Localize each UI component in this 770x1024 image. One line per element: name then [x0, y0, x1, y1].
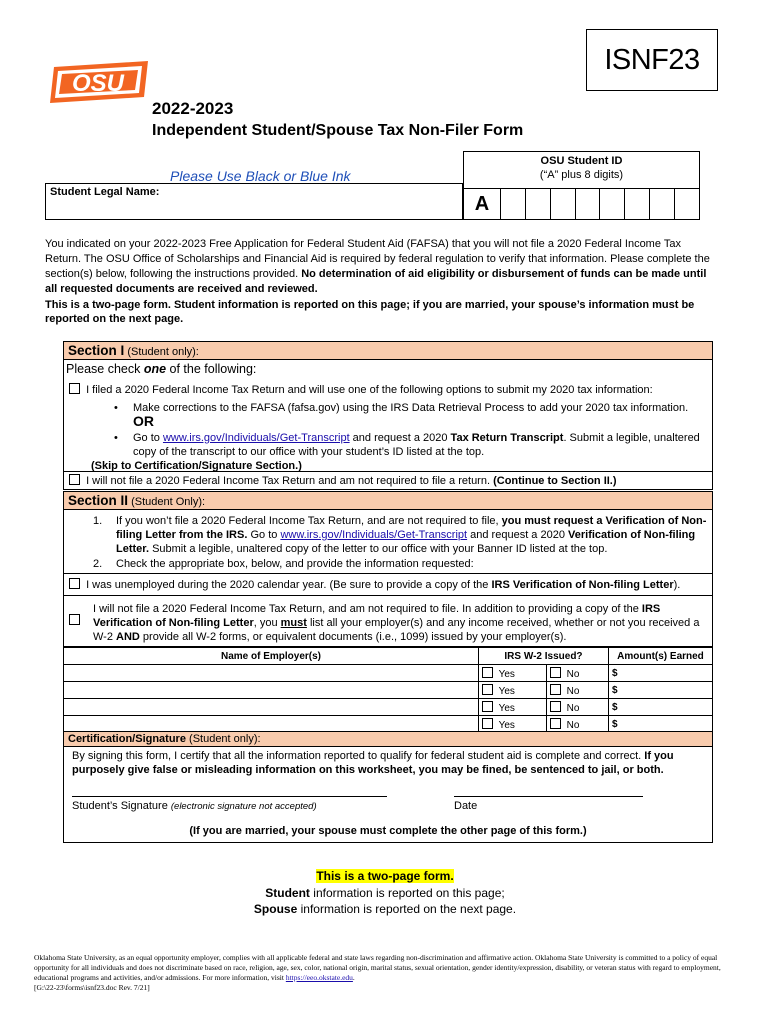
id-digit-cell[interactable] — [525, 189, 550, 219]
table-header-row — [64, 648, 713, 665]
ink-note: Please Use Black or Blue Ink — [170, 168, 351, 184]
w2-no-cell[interactable]: No — [546, 665, 608, 682]
checkbox-no[interactable] — [550, 701, 561, 712]
bullet-transcript: • Go to www.irs.gov/Individuals/Get-Transcript and request a 2020 Tax Return Transcript. Submit a legible, unaltered copy of the transcript to our office with your student’s ID listed at the top. — [114, 432, 700, 458]
cert-heading: Certification/Signature — [68, 733, 186, 745]
osu-logo — [48, 57, 154, 107]
footer-statement: Oklahoma State University, as an equal opportunity employer, complies with all applicable federal and state laws regarding non-discrimination and affirmative action. Oklahoma State University is committed to a policy of equal opportunity for all individuals and does not discriminate based on race, religion, age, sex, color, national origin, marital status, sexual orientation, gender identity/expression, disability, or veteran status with regard to employment, educational programs and activities, and/or admissions. For more information, visit https://eeo.okstate.edu. [G:\22-23\forms\isnf23.doc Rev. 7/21] — [34, 953, 721, 992]
w2-yes-cell[interactable]: Yes — [479, 699, 547, 716]
id-digit-cell[interactable] — [500, 189, 525, 219]
id-digit-cell[interactable] — [624, 189, 649, 219]
date-line[interactable] — [454, 796, 643, 797]
student-id-prefix: A — [474, 193, 490, 215]
employer-name-cell[interactable] — [64, 665, 479, 682]
employer-table — [63, 647, 713, 733]
bottom-notice: Student information is reported on this page; Spouse information is reported on the next page. — [253, 886, 517, 916]
checkbox-filed[interactable] — [69, 383, 80, 394]
col-w2: IRS W-2 Issued? — [479, 648, 609, 665]
section1-option-filed: I filed a 2020 Federal Income Tax Return and will use one of the following options to submit my 2020 tax information: — [69, 383, 709, 397]
checkbox-unemployed[interactable] — [69, 578, 80, 589]
logo-text: OSU — [71, 70, 125, 97]
two-page-notice: This is a two-page form. Student information is reported on this page; if you are married, your spouse’s information must be reported on the next page. — [45, 299, 695, 325]
divider — [63, 595, 713, 596]
or-label: OR — [133, 413, 154, 429]
id-digit-cell[interactable] — [649, 189, 674, 219]
section1-heading: Section I — [68, 343, 125, 358]
id-digit-cell[interactable] — [674, 189, 699, 219]
w2-no-cell[interactable]: No — [546, 699, 608, 716]
checkbox-yes[interactable] — [482, 718, 493, 729]
eeo-link[interactable]: https://eeo.okstate.edu — [285, 973, 353, 982]
divider — [63, 471, 713, 472]
intro-text: You indicated on your 2022-2023 Free Application for Federal Student Aid (FAFSA) that you will not file a 2020 Federal Income Tax Return. The OSU Office of Scholarships and Financial Aid is required by federal regulation to verify that information. Please complete the section(s) below, following the instructions provided. — [45, 238, 710, 280]
section2-option-unemployed: I was unemployed during the 2020 calendar year. (Be sure to provide a copy of the IRS Verification of Non-filing Letter). — [69, 578, 709, 592]
signature-line[interactable] — [72, 796, 387, 797]
checkbox-no[interactable] — [550, 718, 561, 729]
w2-yes-cell[interactable]: Yes — [479, 682, 547, 699]
intro-bold-text: No determination of aid eligibility or disbursement of funds can be made until all requested documents are received and reviewed. — [45, 268, 707, 295]
id-digit-cell[interactable] — [599, 189, 624, 219]
col-amount: Amount(s) Earned — [608, 648, 712, 665]
bottom-highlight-line — [0, 869, 770, 883]
irs-transcript-link-2[interactable]: www.irs.gov/Individuals/Get-Transcript — [280, 529, 468, 541]
irs-transcript-link[interactable]: www.irs.gov/Individuals/Get-Transcript — [162, 432, 350, 444]
student-id-hint: (“A” plus 8 digits) — [539, 169, 624, 181]
amount-cell[interactable]: $ — [608, 699, 712, 716]
date-label: Date — [454, 800, 478, 812]
cert-sub: (Student only): — [185, 733, 261, 745]
table-row — [64, 699, 713, 716]
w2-no-cell[interactable]: No — [546, 682, 608, 699]
student-id-cells[interactable] — [463, 188, 700, 220]
student-name-field[interactable] — [45, 183, 463, 220]
section2-option-not-required: I will not file a 2020 Federal Income Tax Return, and am not required to file. In addition to providing a copy of the IRS Verification of Non-filing Letter, you must list all your employer(s) and any income received, whether or not you received a W-2 AND provide all W-2 forms, or equivalent documents (i.e., 1099) issued by your employer(s). — [93, 603, 700, 643]
employer-name-cell[interactable] — [64, 699, 479, 716]
amount-cell[interactable]: $ — [608, 665, 712, 682]
amount-cell[interactable]: $ — [608, 716, 712, 733]
signature-label: Student’s Signature (electronic signature not accepted) — [72, 800, 317, 812]
checkbox-not-filed[interactable] — [69, 474, 80, 485]
checkbox-no[interactable] — [550, 684, 561, 695]
skip-note: (Skip to Certification/Signature Section.) — [91, 460, 302, 472]
divider — [63, 573, 713, 574]
form-title: Independent Student/Spouse Tax Non-Filer Form — [152, 122, 524, 139]
two-page-highlight: This is a two-page form. — [316, 869, 454, 883]
checkbox-no[interactable] — [550, 667, 561, 678]
id-digit-cell[interactable] — [550, 189, 575, 219]
file-reference: [G:\22-23\forms\isnf23.doc Rev. 7/21] — [34, 983, 150, 992]
table-row — [64, 716, 713, 733]
section1-instruction: Please check one of the following: — [66, 362, 257, 376]
intro-paragraph — [45, 237, 713, 297]
section2-sub: (Student Only): — [128, 496, 206, 508]
married-note: (If you are married, your spouse must complete the other page of this form.) — [189, 825, 587, 837]
section1-sub: (Student only): — [124, 346, 199, 358]
col-employer: Name of Employer(s) — [64, 648, 479, 665]
student-id-header — [463, 151, 700, 188]
amount-cell[interactable]: $ — [608, 682, 712, 699]
form-code: ISNF23 — [586, 29, 718, 91]
checkbox-yes[interactable] — [482, 667, 493, 678]
student-name-label: Student Legal Name: — [50, 186, 160, 198]
section1-option-notfiled: I will not file a 2020 Federal Income Tax Return and am not required to file a return. (Continue to Section II.) — [69, 474, 709, 488]
section1-header — [63, 341, 713, 360]
section2-heading: Section II — [68, 493, 129, 508]
cert-header — [63, 731, 713, 747]
student-id-label: OSU Student ID — [540, 155, 623, 167]
checkbox-yes[interactable] — [482, 684, 493, 695]
table-row — [64, 665, 713, 682]
checkbox-yes[interactable] — [482, 701, 493, 712]
section2-item2: 2. Check the appropriate box, below, and provide the information requested: — [93, 558, 474, 570]
employer-name-cell[interactable] — [64, 716, 479, 733]
checkbox-not-required[interactable] — [69, 614, 80, 625]
w2-yes-cell[interactable]: Yes — [479, 716, 547, 733]
employer-name-cell[interactable] — [64, 682, 479, 699]
bullet-fafsa: • Make corrections to the FAFSA (fafsa.gov) using the IRS Data Retrieval Process to add your 2020 tax information. — [114, 402, 689, 414]
cert-statement: By signing this form, I certify that all the information reported to qualify for federal student aid is complete and correct. If you purposely give false or misleading information on this worksheet, you may be fined, be sentenced to jail, or both. — [72, 750, 674, 776]
table-row — [64, 682, 713, 699]
form-year: 2022-2023 — [152, 99, 234, 118]
w2-yes-cell[interactable]: Yes — [479, 665, 547, 682]
section2-header — [63, 491, 713, 510]
id-digit-cell[interactable] — [575, 189, 600, 219]
w2-no-cell[interactable]: No — [546, 716, 608, 733]
section2-item1: 1. If you won’t file a 2020 Federal Income Tax Return, and are not required to file, you must request a Verification of Non-filing Letter from the IRS. Go to www.irs.gov/Individuals/Get-Transcript and request a 2020 Verification of Non-filing Letter. Submit a legible, unaltered copy of the letter to our office with your Banner ID listed at the top. — [93, 515, 707, 555]
